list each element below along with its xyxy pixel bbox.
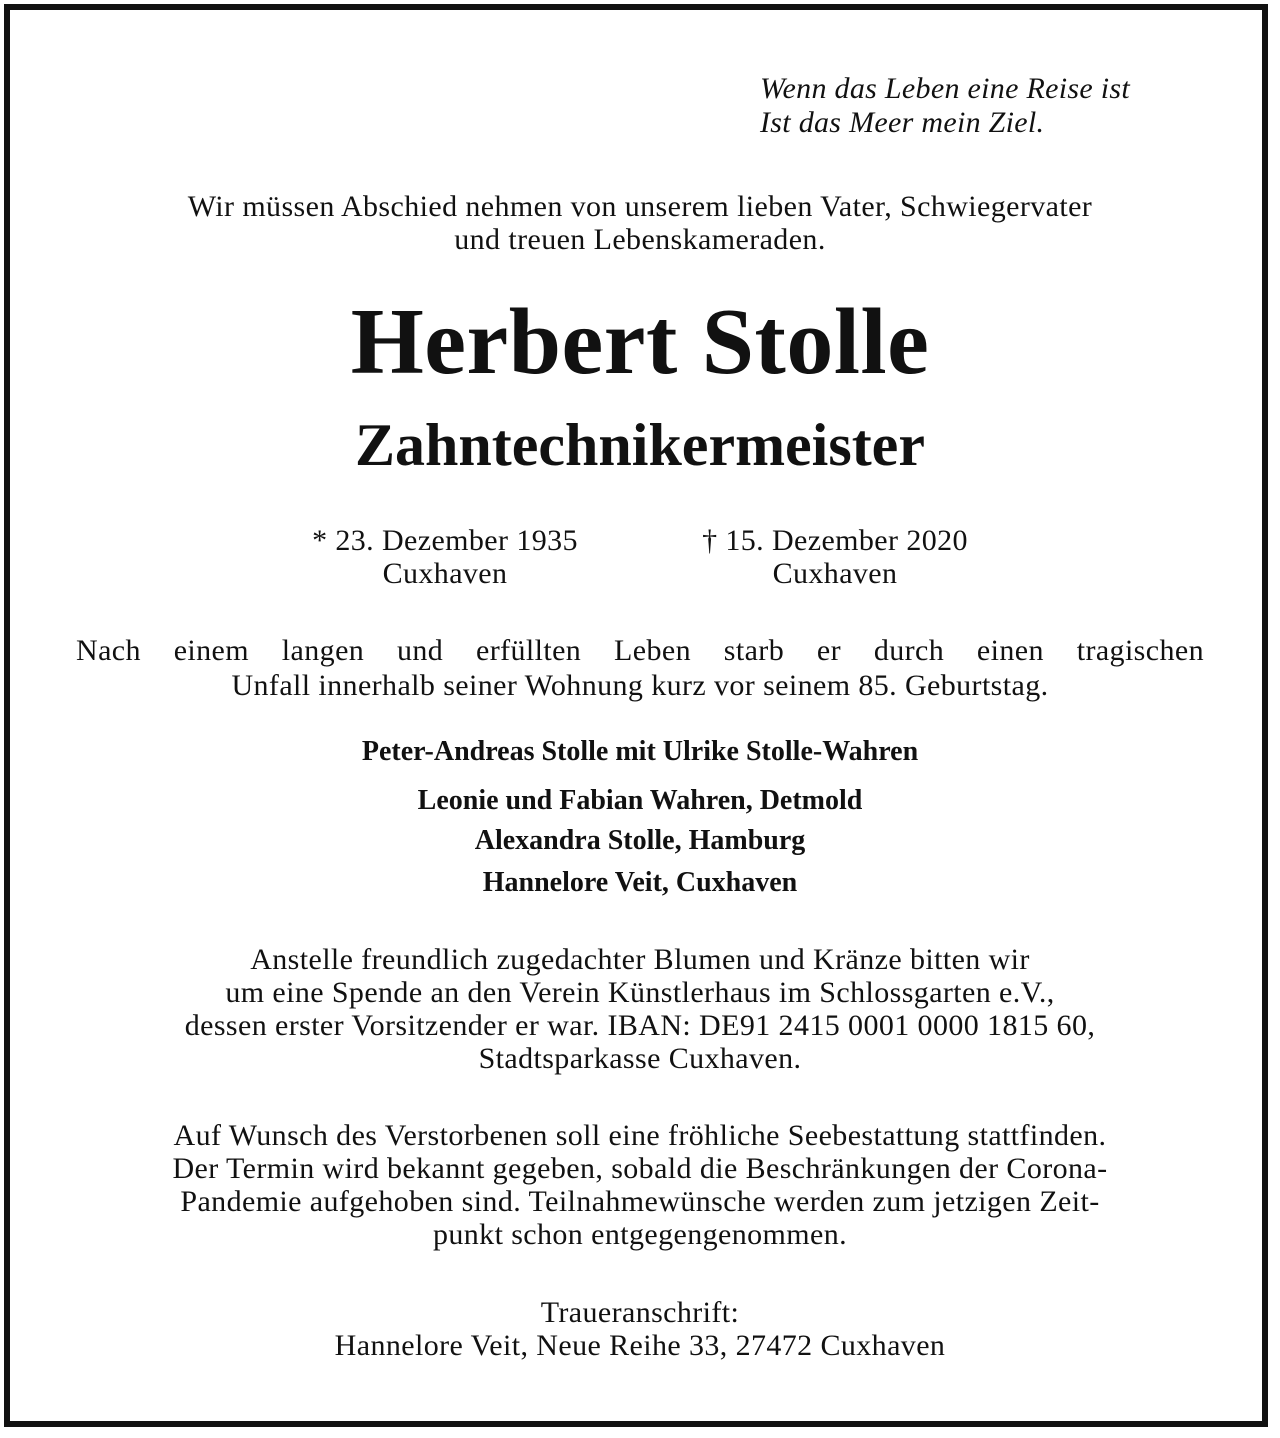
donation-line-4: Stadtsparkasse Cuxhaven. — [478, 1042, 802, 1075]
motto-line-2: Ist das Meer mein Ziel. — [760, 106, 1045, 139]
mourner-primary: Peter-Andreas Stolle mit Ulrike Stolle-Wahren — [361, 736, 919, 767]
motto-quote — [760, 72, 1130, 140]
birth-date: * 23. Dezember 1935 — [312, 524, 578, 557]
life-summary-line-1: Nach einem langen und erfüllten Leben starb er durch einen tragischen — [76, 634, 1204, 667]
intro-line-1: Wir müssen Abschied nehmen von unserem lieben Vater, Schwiegervater — [187, 190, 1093, 223]
donation-line-2: um eine Spende an den Verein Künstlerhaus im Schlossgarten e.V., — [225, 976, 1055, 1009]
death-info — [670, 524, 1000, 590]
donation-line-1: Anstelle freundlich zugedachter Blumen und Kränze bitten wir — [250, 943, 1030, 976]
deceased-name: Herbert Stolle — [350, 290, 930, 394]
mourning-address — [0, 1296, 1280, 1362]
donation-request — [60, 943, 1220, 1075]
birth-place: Cuxhaven — [382, 557, 508, 590]
death-place: Cuxhaven — [772, 557, 898, 590]
motto-line-1: Wenn das Leben eine Reise ist — [760, 72, 1131, 105]
intro-text — [0, 190, 1280, 256]
address-value: Hannelore Veit, Neue Reihe 33, 27472 Cuxhaven — [334, 1329, 946, 1362]
funeral-line-1: Auf Wunsch des Verstorbenen soll eine fröhliche Seebestattung stattfinden. — [173, 1119, 1107, 1152]
mourner-list-item: Hannelore Veit, Cuxhaven — [482, 867, 798, 898]
birth-info — [280, 524, 610, 590]
death-date: † 15. Dezember 2020 — [702, 524, 968, 557]
donation-line-3: dessen erster Vorsitzender er war. IBAN: DE91 2415 0001 0000 1815 60, — [184, 1009, 1096, 1042]
funeral-line-2: Der Termin wird bekannt gegeben, sobald die Beschränkungen der Corona- — [172, 1152, 1108, 1185]
deceased-profession: Zahntechnikermeister — [355, 412, 925, 478]
funeral-line-4: punkt schon entgegengenommen. — [432, 1218, 847, 1251]
mourner-list-item: Leonie und Fabian Wahren, Detmold — [417, 785, 863, 816]
address-label: Traueranschrift: — [540, 1296, 740, 1329]
life-summary — [76, 633, 1204, 703]
funeral-line-3: Pandemie aufgehoben sind. Teilnahmewünsche werden zum jetzigen Zeit- — [180, 1185, 1100, 1218]
intro-line-2: und treuen Lebenskameraden. — [454, 223, 826, 256]
mourner-list-item: Alexandra Stolle, Hamburg — [474, 825, 806, 856]
life-summary-line-2: Unfall innerhalb seiner Wohnung kurz vor seinem 85. Geburtstag. — [231, 669, 1049, 702]
funeral-info — [60, 1119, 1220, 1251]
